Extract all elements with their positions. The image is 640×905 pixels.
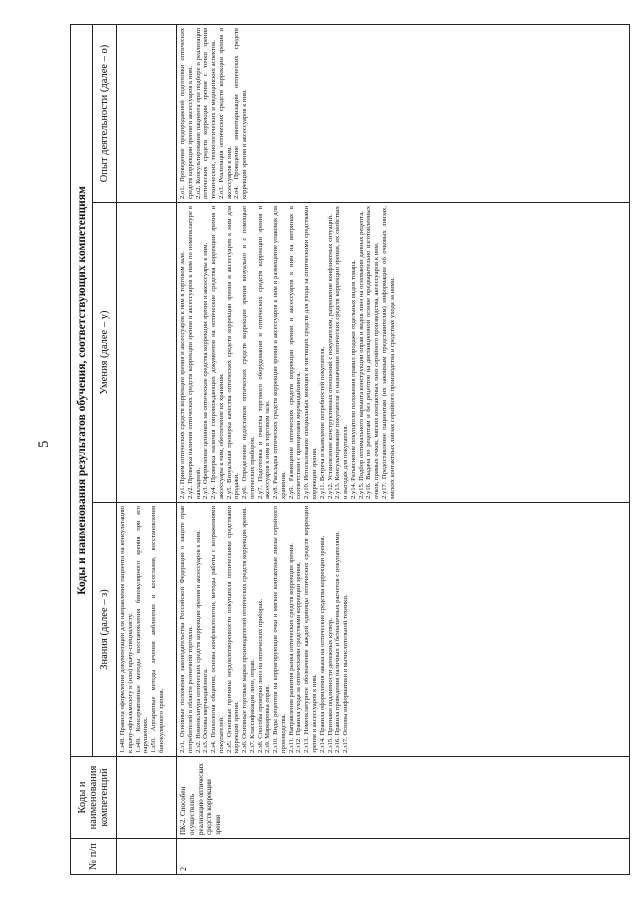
skill-item: 2.у15. Подбор оптимального варианта конструкции оправ и видов линз на основании данных рецепта. [357, 211, 365, 499]
knowledge-item: 2.з3. Основы мерчандайзинга. [202, 668, 210, 753]
page-number: 5 [36, 440, 52, 448]
experience-item: 2.о2. Консультирование пациента при подборе и реализации оптических средств коррекции зрения с точки зрения технических, технологических и медицинских аспектов. [194, 27, 218, 199]
knowledge-item: 2.з5. Основные причины неудовлетворенности покупателя оптическими средствами коррекции зрения. [225, 506, 241, 753]
knowledge-item: 1.з49. Консервативные методы восстановления бинокулярного зрения при его нарушениях. [134, 506, 150, 753]
knowledge-item: 2.з8. Способы проверки линз на оптических приборах. [256, 598, 264, 753]
knowledge-item: 2.з4. Психология общения, основы конфликтологии, методы работы с возражениями покупателей. [210, 506, 225, 753]
table-row [117, 24, 177, 874]
knowledge-item: 2.з16. Правила проведения наличных и безналичных расчетов с покупателями. [334, 531, 342, 753]
knowledge-item: 2.з9. Маркировка оправ. [264, 684, 272, 753]
knowledge-item: 1.з50. Аппаратные методы лечения амблиопии и косоглазия, восстановления бинокулярного зрения. [150, 506, 165, 753]
experience-item: 2.о4. Проведение инвентаризации оптических средств коррекции зрения и аксессуаров к ним. [233, 27, 249, 199]
skill-item: 2.у14. Разъяснение покупателю положения правил продажи отдельных видов товара. [349, 260, 357, 499]
skill-item: 2.у7. Подготовка и очистка торгового оборудования и оптических средств коррекции зрения и аксессуаров к ним в торговом зале. [256, 206, 272, 499]
row-2-skills [177, 203, 630, 503]
header-knowledge: Знания (далее – з) [93, 503, 117, 757]
skill-item: 2.у9. Размещение оптических средств коррекции зрения и аксессуаров к ним на витринах в соответствии с принципами мерчандайзинга. [287, 206, 303, 499]
skill-item: 2.у4. Проверка наличия сопровождающих документов на оптические средства коррекции зрения и аксессуары к ним, обеспечение их хранения. [210, 206, 225, 499]
skill-item: 2.у17. Предоставление пациентам (их законным представителям) информации об очковых линзах, мягких контактных линзах серийного производства и средствах ухода за ними. [380, 206, 396, 499]
row-1-num [117, 839, 177, 875]
knowledge-item: 2.з13. Номенклатурное обозначение каждой единицы оптических средств коррекции зрения и аксессуаров к ним. [303, 506, 319, 753]
row-1-competency [117, 757, 177, 839]
skill-item: 2.у6. Определение недостатков оптических средств коррекции зрения визуально и с помощью оптических приборов. [241, 206, 256, 499]
knowledge-item: 2.з10. Виды рецептов на корригирующие очки и мягкие контактные линзы серийного производства. [272, 506, 287, 753]
skill-item: 2.у12. Установление конструктивных отношений с покупателем, разрешение конфликтных ситуаций. [326, 214, 334, 499]
skill-item: 2.у11. Встреча и выявление потребностей покупателя. [318, 346, 326, 499]
rotated-table-wrapper [70, 25, 630, 875]
skill-item: 2.у1. Прием оптических средств коррекции зрения и аксессуаров к ним в торговом зале. [179, 251, 186, 499]
header-group-title: Коды и наименования результатов обучения, соответствующих компетенциям [71, 24, 93, 756]
header-experience: Опыт деятельности (далее – о) [93, 24, 117, 202]
knowledge-item: 2.з15. Признаки подлинности денежных купюр. [326, 618, 334, 753]
knowledge-item: 2.з12. Правила ухода за оптическими средствами коррекции зрения. [295, 561, 303, 753]
knowledge-item: 1.з48. Правила оформления документации для направления пациента на консультацию к врачу-офтальмологу и (или) врачу-специалисту. [119, 506, 134, 753]
competency-table [70, 24, 630, 875]
skill-item: 2.у2. Проверка наличия оптических средств коррекции зрения и аксессуаров к ним по номенклатуре в накладной. [186, 206, 202, 499]
header-skills: Умения (далее – у) [93, 203, 117, 503]
knowledge-item: 2.з11. Направления развития рынка оптических средств коррекции зрения. [287, 543, 295, 753]
knowledge-item: 2.з6. Основные торговые марки производителей оптических средств коррекции зрения. [241, 507, 249, 753]
experience-item: 2.о3. Реализация оптических средств коррекции зрения и аксессуаров к ним. [217, 27, 233, 199]
header-codes: Коды и наименования компетенций [71, 757, 117, 839]
row-2-num: 2 [177, 839, 630, 875]
skill-item: 2.у5. Визуальная проверка качества оптических средств коррекции зрения и аксессуаров к ним для продажи. [225, 206, 241, 499]
knowledge-item: 2.з14. Правила оформления заказа на оптические средства коррекции зрения. [318, 535, 326, 753]
row-2-knowledge [177, 503, 630, 757]
table-row [177, 24, 630, 874]
skill-item: 2.у10. Использование специальных моющих и чистящих средств для ухода за оптическими средствами коррекции зрения. [303, 206, 319, 499]
row-2-experience [177, 24, 630, 202]
row-1-skills [117, 203, 177, 503]
skill-item: 2.у3. Оформление ценников на оптические средства коррекции зрения и аксессуары к ним. [202, 242, 210, 499]
skill-item: 2.у16. Выдача по рецептам и без рецептов на дистанционной основе предварительно изготовленных очков, прямых очков, мягких контактных линз серийного производства, аксессуаров к ним. [365, 206, 381, 499]
experience-item: 2.о1. Проведение предпродажной подготовки оптических средств коррекции зрения и аксессуаров к ним. [179, 27, 194, 199]
knowledge-item: 2.з1. Основные положения законодательства Российской Федерации о защите прав потребителей в области розничной торговли. [179, 506, 194, 753]
skill-item: 2.у8. Раскладка оптических средств коррекции зрения и аксессуаров к ним и размещение упаковок для хранения. [272, 206, 287, 499]
row-1-knowledge [117, 503, 177, 757]
row-1-experience [117, 24, 177, 202]
row-2-competency: ПК-2. Способен осуществлять реализацию оптических средств коррекции зрения [177, 757, 630, 839]
skill-item: 2.у13. Консультирование покупателя о назначении оптических средств коррекции зрения, их свойствах и выгодах для покупателя. [334, 206, 350, 499]
header-num: № п/п [71, 839, 117, 875]
knowledge-item: 2.з2. Номенклатура оптических средств коррекции зрения и аксессуаров к ним. [194, 529, 202, 753]
knowledge-item: 2.з7. Классификация линз, оправ. [248, 659, 256, 753]
knowledge-item: 2.з17. Основы информатики и вычислительной техники. [342, 594, 350, 753]
